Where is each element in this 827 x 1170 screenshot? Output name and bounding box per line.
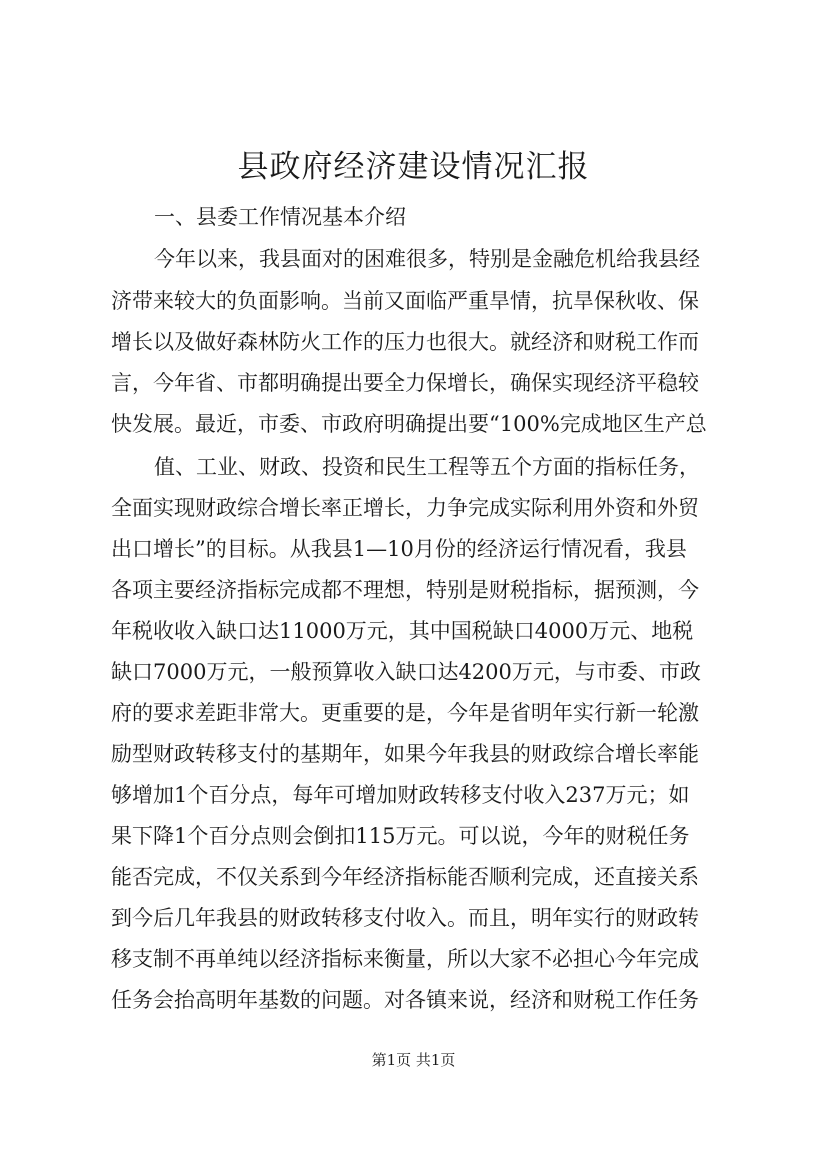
- document-title: 县政府经济建设情况汇报: [237, 149, 590, 185]
- body-line: 今年以来，我县面对的困难很多，特别是金融危机给我县经: [154, 247, 700, 271]
- body-line: 值、工业、财政、投资和民生工程等五个方面的指标任务，: [154, 455, 700, 479]
- body-line: 移支制不再单纯以经济指标来衡量，所以大家不必担心今年完成: [111, 947, 699, 971]
- body-line: 全面实现财政综合增长率正增长，力争完成实际利用外资和外贸: [111, 496, 699, 520]
- body-line: 言，今年省、市都明确提出要全力保增长，确保实现经济平稳较: [111, 371, 699, 395]
- body-line: 各项主要经济指标完成都不理想，特别是财税指标，据预测，今: [111, 578, 699, 602]
- body-line: 果下降1个百分点则会倒扣115万元。可以说，今年的财税任务: [111, 824, 690, 848]
- page-number-footer: 第1页 共1页: [371, 1051, 456, 1069]
- body-line: 够增加1个百分点，每年可增加财政转移支付收入237万元；如: [111, 783, 690, 807]
- body-line: 府的要求差距非常大。更重要的是，今年是省明年实行新一轮激: [111, 701, 699, 725]
- body-line: 增长以及做好森林防火工作的压力也很大。就经济和财税工作而: [111, 330, 699, 354]
- body-line: 励型财政转移支付的基期年，如果今年我县的财政综合增长率能: [111, 742, 699, 766]
- body-line: 年税收收入缺口达11000万元，其中国税缺口4000万元、地税: [111, 619, 694, 643]
- body-line: 快发展。最近，市委、市政府明确提出要“100%完成地区生产总: [111, 412, 707, 436]
- body-line: 任务会抬高明年基数的问题。对各镇来说，经济和财税工作任务: [111, 988, 699, 1012]
- body-line: 缺口7000万元，一般预算收入缺口达4200万元，与市委、市政: [111, 660, 701, 684]
- body-line: 济带来较大的负面影响。当前又面临严重旱情，抗旱保秋收、保: [111, 289, 699, 313]
- body-line: 出口增长”的目标。从我县1—10月份的经济运行情况看，我县: [111, 537, 687, 561]
- body-line: 到今后几年我县的财政转移支付收入。而且，明年实行的财政转: [111, 906, 699, 930]
- section-heading: 一、县委工作情况基本介绍: [154, 205, 406, 229]
- body-line: 能否完成，不仅关系到今年经济指标能否顺利完成，还直接关系: [111, 865, 699, 889]
